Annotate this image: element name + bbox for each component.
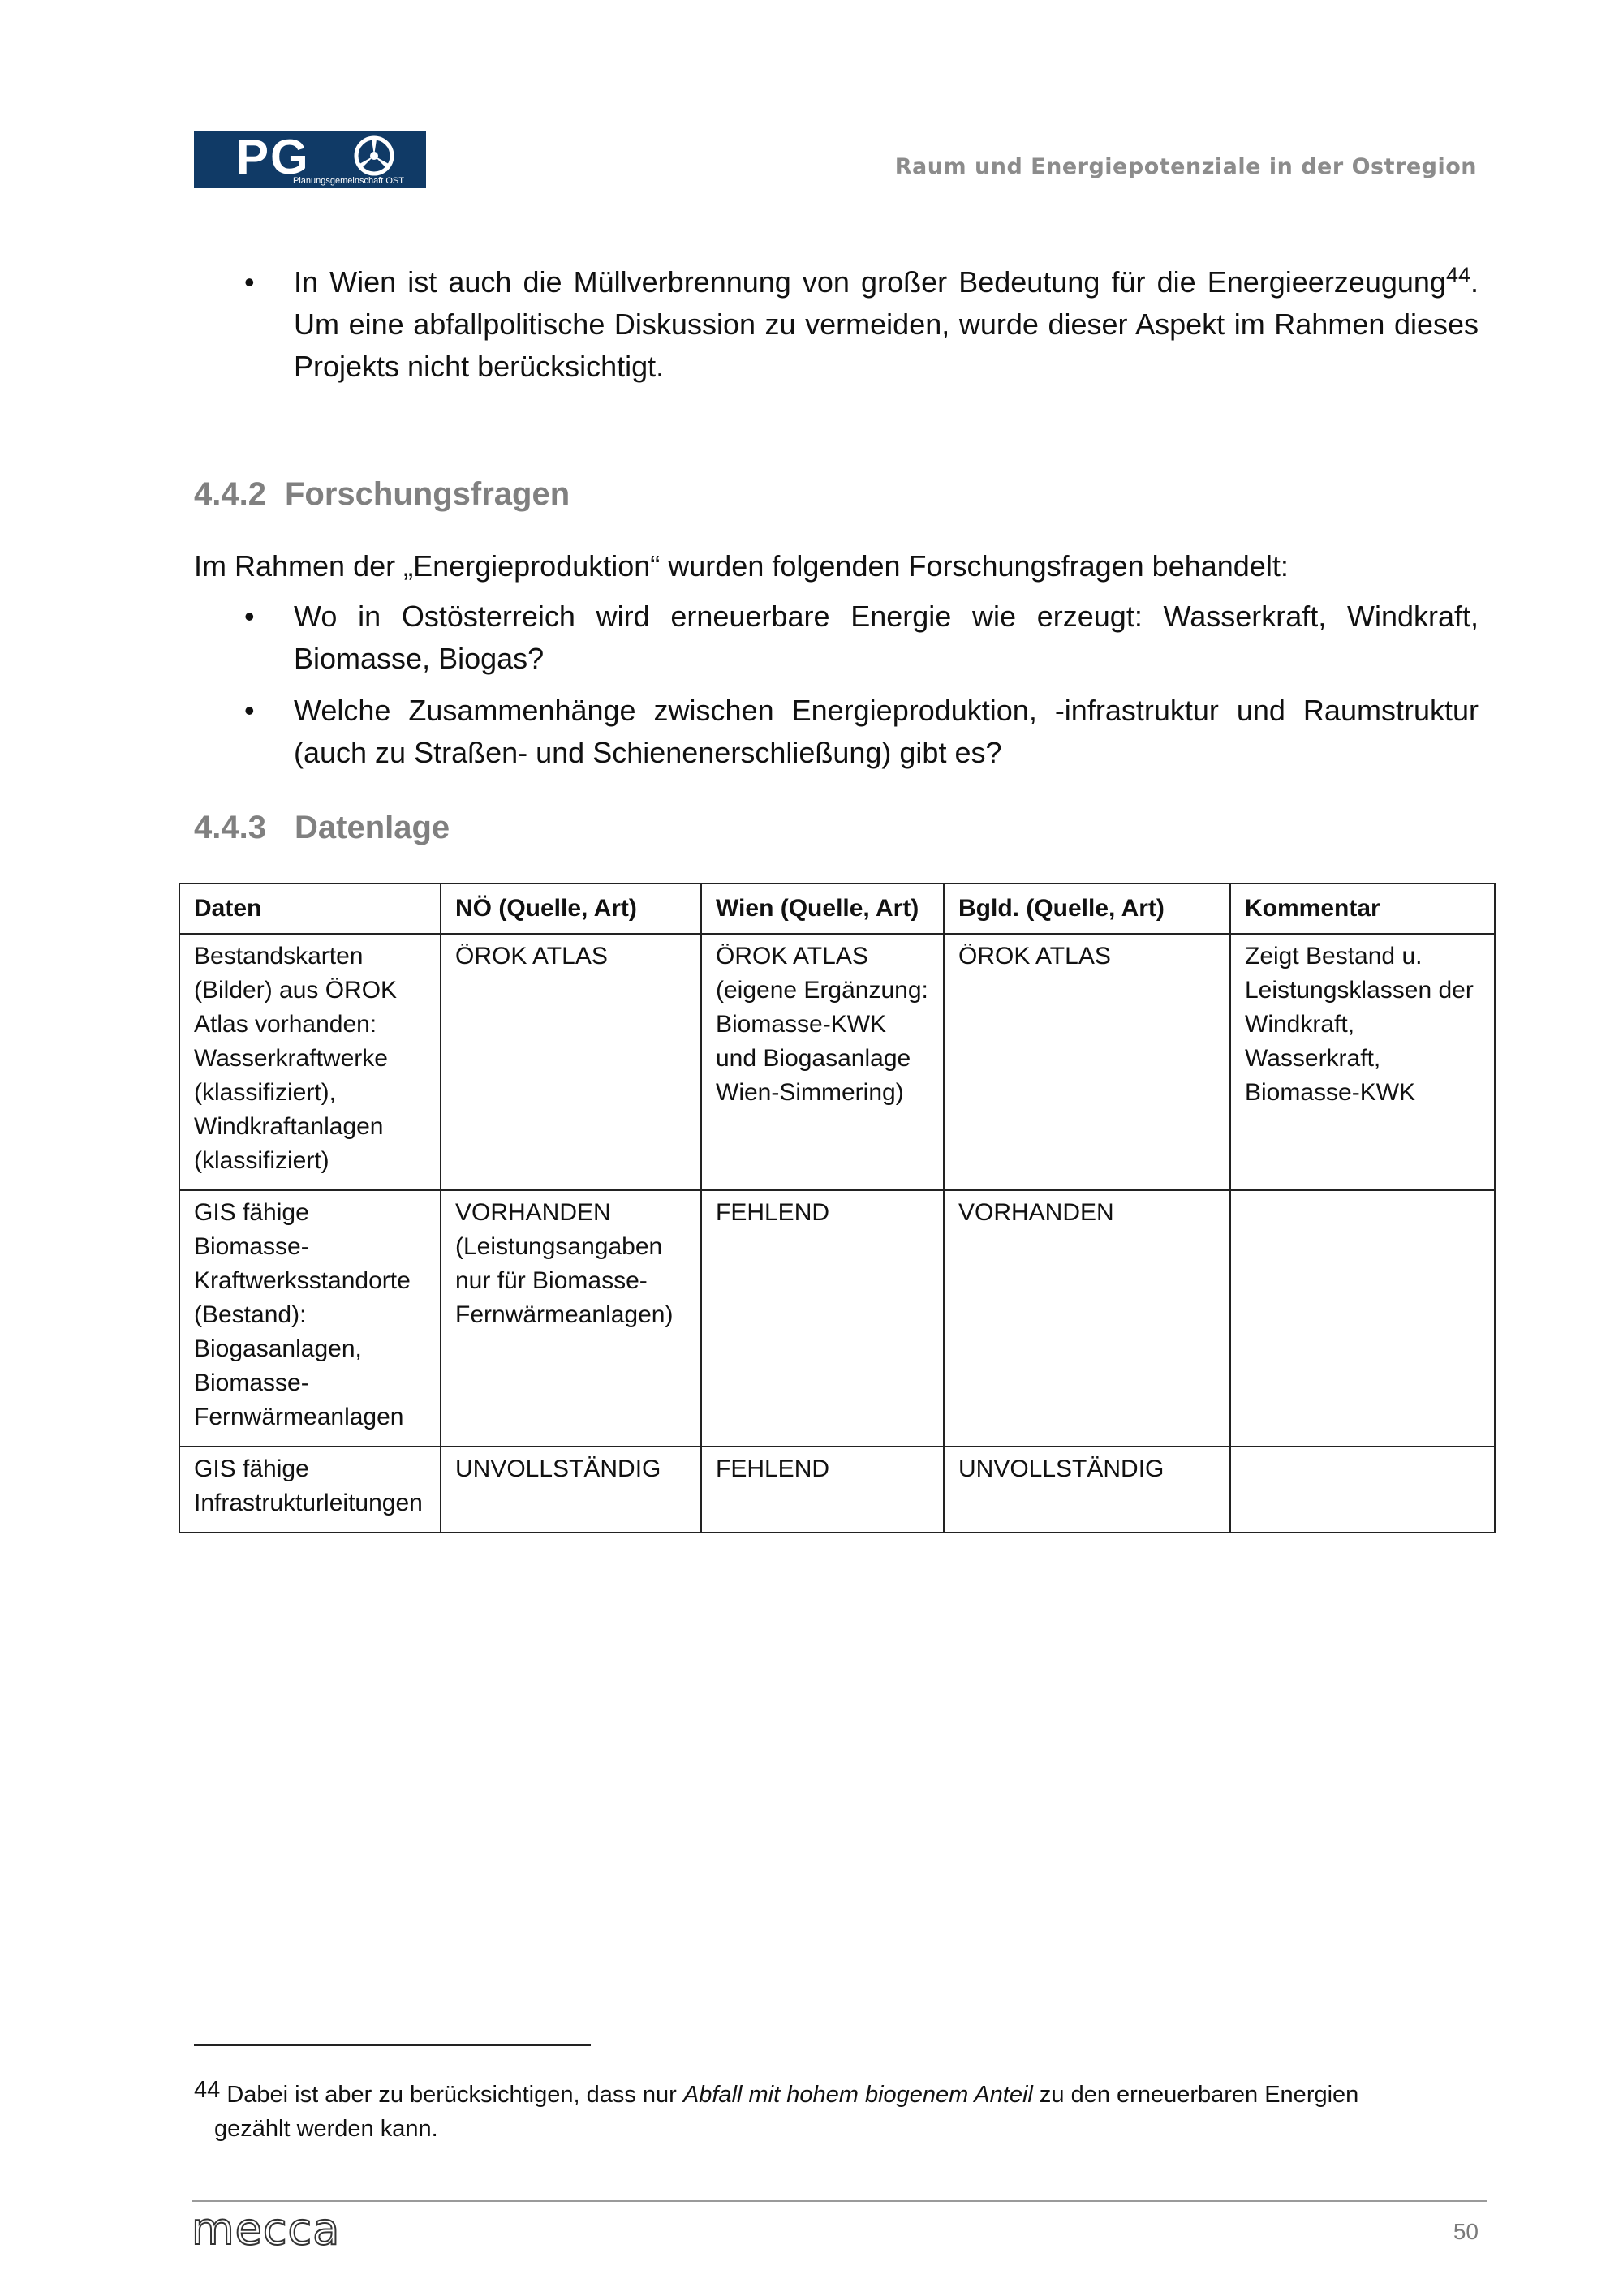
footnote-number: 44: [194, 2077, 221, 2103]
table-cell: FEHLEND: [701, 1190, 944, 1447]
pgo-logo: [194, 131, 426, 188]
bullet-marker: •: [244, 694, 255, 727]
footnote: [194, 2073, 1479, 2146]
research-question-item: [194, 595, 1479, 680]
table-cell: ÖROK ATLAS: [944, 934, 1230, 1190]
table-row: [179, 934, 1495, 1190]
footer-separator: [192, 2200, 1487, 2202]
logo-subtext: Planungsgemeinschaft OST: [293, 176, 404, 186]
mecca-logo: mecca: [192, 2204, 341, 2255]
column-header-kommentar: Kommentar: [1230, 884, 1495, 934]
column-header-daten: Daten: [179, 884, 441, 934]
data-availability-table: [179, 883, 1496, 1533]
table-cell: UNVOLLSTÄNDIG: [944, 1447, 1230, 1533]
research-question-item: [194, 690, 1479, 774]
table-cell: Bestandskarten (Bilder) aus ÖROK Atlas vorhanden: Wasserkraftwerke (klassifiziert), Windkraftanlagen (klassifiziert): [179, 934, 441, 1190]
page-number: 50: [1453, 2219, 1479, 2244]
bullet-marker: •: [244, 265, 255, 299]
table-cell: GIS fähige Infrastrukturleitungen: [179, 1447, 441, 1533]
research-question-text: Welche Zusammenhänge zwischen Energieproduktion, -infrastruktur und Raumstruktur (auch zu Straßen- und Schienenerschließung) gibt es?: [294, 694, 1479, 769]
table-cell: FEHLEND: [701, 1447, 944, 1533]
table-cell: [1230, 1447, 1495, 1533]
table-cell: [1230, 1190, 1495, 1447]
bullet-marker: •: [244, 600, 255, 633]
table-row: [179, 1190, 1495, 1447]
column-header-noe: NÖ (Quelle, Art): [441, 884, 701, 934]
footnote-reference[interactable]: 44: [1445, 263, 1470, 287]
table-cell: ÖROK ATLAS: [441, 934, 701, 1190]
table-row: [179, 1447, 1495, 1533]
research-question-text: Wo in Ostösterreich wird erneuerbare Energie wie erzeugt: Wasserkraft, Windkraft, Biomasse, Biogas?: [294, 600, 1479, 675]
footnote-separator: [194, 2044, 591, 2046]
footnote-line: gezählt werden kann.: [214, 2116, 438, 2142]
table-cell: GIS fähige Biomasse-Kraftwerksstandorte (Bestand): Biogasanlagen, Biomasse-Fernwärmeanlagen: [179, 1190, 441, 1447]
logo-text: PG: [236, 131, 310, 184]
footnote-emphasis: Abfall mit hohem biogenem Anteil: [682, 2082, 1033, 2108]
rotor-icon: [350, 135, 398, 177]
table-cell: UNVOLLSTÄNDIG: [441, 1447, 701, 1533]
table-cell: Zeigt Bestand u. Leistungsklassen der Windkraft, Wasserkraft, Biomasse-KWK: [1230, 934, 1495, 1190]
section-heading-forschungsfragen: 4.4.2 Forschungsfragen: [194, 476, 570, 512]
running-header-title: Raum und Energiepotenziale in der Ostregion: [894, 154, 1477, 179]
research-questions-intro: Im Rahmen der „Energieproduktion“ wurden folgenden Forschungsfragen behandelt:: [194, 549, 1289, 583]
table-cell: VORHANDEN: [944, 1190, 1230, 1447]
column-header-bgld: Bgld. (Quelle, Art): [944, 884, 1230, 934]
table-cell: ÖROK ATLAS (eigene Ergänzung: Biomasse-KWK und Biogasanlage Wien-Simmering): [701, 934, 944, 1190]
table-header-row: [179, 884, 1495, 934]
section-heading-datenlage: 4.4.3 Datenlage: [194, 810, 450, 845]
intro-bullet: [194, 261, 1479, 388]
intro-bullet-text: In Wien ist auch die Müllverbrennung von großer Bedeutung für die Energieerzeugung$^{44}$. Um eine abfallpolitische Diskussion zu vermeiden, wurde dieser Aspekt im Rahmen dieses Projekts nicht berücksichtigt.: [294, 263, 1479, 383]
column-header-wien: Wien (Quelle, Art): [701, 884, 944, 934]
footnote-line: 44 Dabei ist aber zu berücksichtigen, dass nur Abfall mit hohem biogenem Anteil zu den erneuerbaren Energien: [194, 2077, 1359, 2108]
table-cell: VORHANDEN (Leistungsangaben nur für Biomasse-Fernwärmeanlagen): [441, 1190, 701, 1447]
